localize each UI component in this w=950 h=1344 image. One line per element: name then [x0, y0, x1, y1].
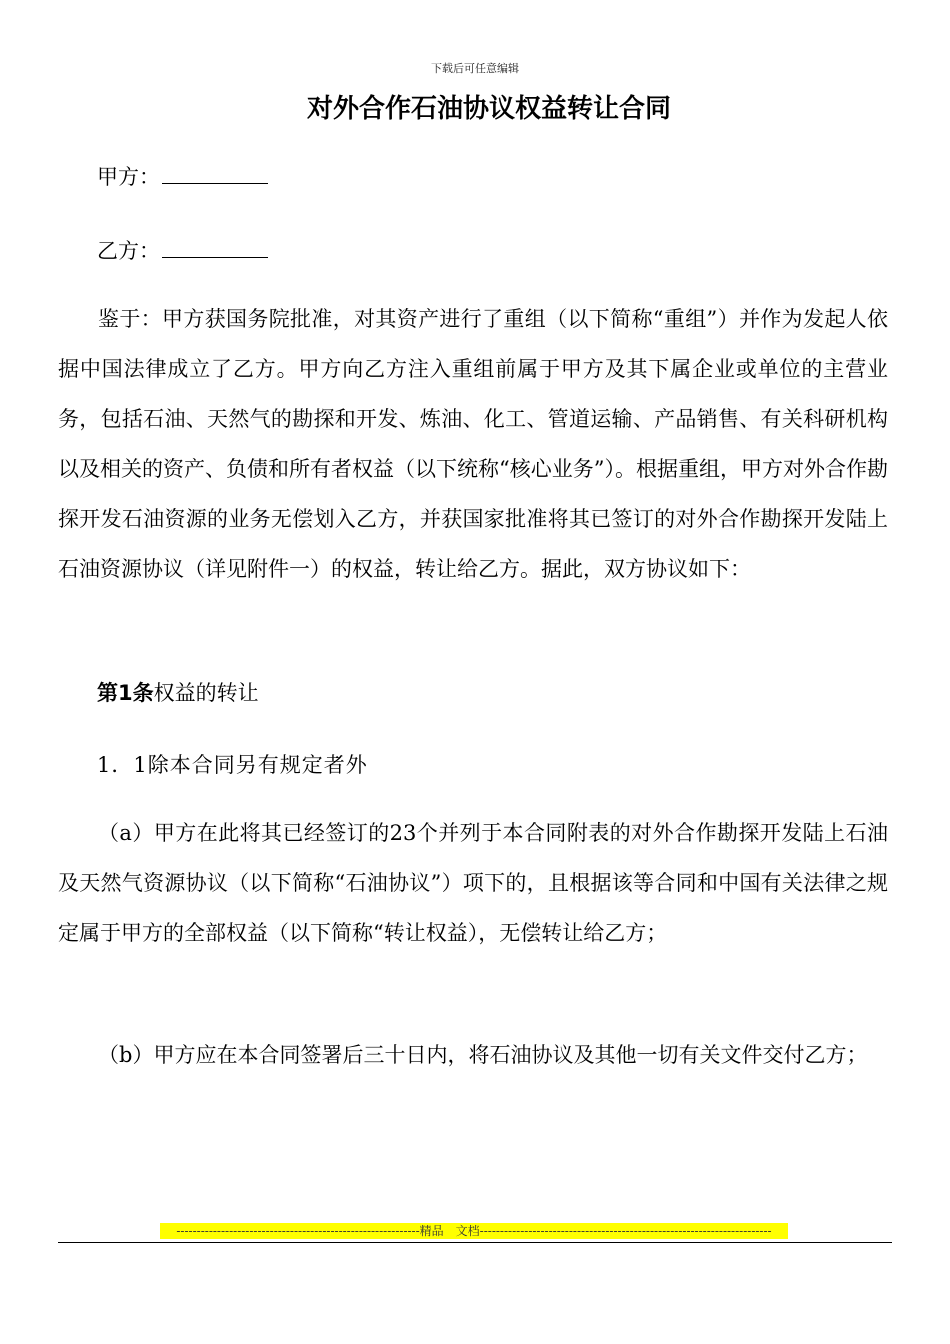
party-b-label: 乙方： [97, 239, 160, 263]
item-b-paragraph: （b）甲方应在本合同签署后三十日内，将石油协议及其他一切有关文件交付乙方； [98, 1043, 868, 1067]
preamble-paragraph: 鉴于：甲方获国务院批准，对其资产进行了重组（以下简称“重组”）并作为发起人依据中国法律成立了乙方。甲方向乙方注入重组前属于甲方及其下属企业或单位的主营业务，包括石油、天然气的勘探和开发、炼油、化工、管道运输、产品销售、有关科研机构以及相关的资产、负债和所有者权益（以下统称“核心业务”）。根据重组，甲方对外合作勘探开发石油资源的业务无偿划入乙方，并获国家批准将其已签订的对外合作勘探开发陆上石油资源协议（详见附件一）的权益，转让给乙方。据此，双方协议如下： [58, 307, 888, 581]
clause-1-1: 1．1除本合同另有规定者外 [97, 753, 368, 777]
article-1-title: 权益的转让 [153, 681, 259, 705]
item-a-paragraph: （a）甲方在此将其已经签订的23个并列于本合同附表的对外合作勘探开发陆上石油及天然气资源协议（以下简称“石油协议”）项下的，且根据该等合同和中国有关法律之规定属于甲方的全部权益（以下简称“转让权益），无偿转让给乙方； [58, 821, 888, 945]
document-title: 对外合作石油协议权益转让合同 [306, 94, 671, 124]
header-note: 下载后可任意编辑 [431, 62, 519, 75]
party-a-line [97, 161, 268, 191]
party-a-label: 甲方： [97, 165, 160, 189]
party-b-line [97, 235, 268, 265]
article-1-number: 第1条 [97, 681, 154, 705]
party-a-blank [162, 169, 268, 184]
footer-rule [58, 1242, 892, 1243]
footer-highlight-bar: ------------------------------------------------------------精品 文档------------------------------------------------------------------------ [160, 1223, 788, 1239]
party-b-blank [162, 243, 268, 258]
article-1-heading [97, 677, 259, 707]
